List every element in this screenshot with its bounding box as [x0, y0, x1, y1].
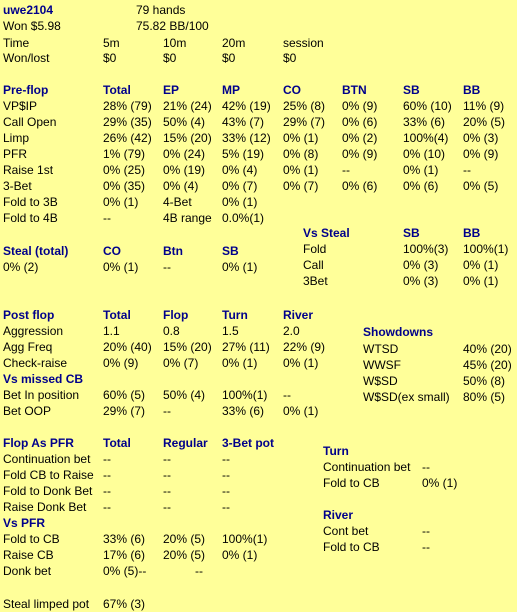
raise1st-ep: 0% (19): [163, 163, 206, 177]
steal-total: 0% (2): [3, 260, 39, 274]
col-total: Total: [103, 83, 131, 97]
col-mp: MP: [222, 83, 240, 97]
checkraise-label: Check-raise: [3, 356, 68, 370]
vpip-bb: 11% (9): [463, 99, 505, 113]
river-heading: River: [323, 508, 354, 522]
contbet-total: --: [103, 452, 111, 466]
col-bb: BB: [463, 83, 481, 97]
vssteal-call-bb: 0% (1): [463, 258, 499, 272]
raise1st-co: 0% (1): [283, 163, 319, 177]
betinpos-total: 60% (5): [103, 388, 146, 402]
aggfreq-total: 20% (40): [103, 340, 152, 354]
vpip-ep: 21% (24): [163, 99, 212, 113]
col-co: CO: [283, 83, 301, 97]
3bet-bb: 0% (5): [463, 179, 499, 193]
pf-col-turn: Turn: [222, 308, 248, 322]
callopen-mp: 43% (7): [222, 115, 265, 129]
limp-btn: 0% (2): [342, 131, 378, 145]
raisedonk-total: --: [103, 500, 111, 514]
vsmissedcb-heading: Vs missed CB: [3, 372, 84, 386]
time-label: Time: [3, 36, 30, 50]
folddonk-regular: --: [163, 484, 171, 498]
foldcbraise-3betpot: --: [222, 468, 230, 482]
3bet-label: 3-Bet: [3, 179, 32, 193]
col-btn: BTN: [342, 83, 367, 97]
aggfreq-flop: 15% (20): [163, 340, 212, 354]
vssteal-call-sb: 0% (3): [403, 258, 439, 272]
wonlost-20m: $0: [222, 51, 236, 65]
wsdex-label: W$SD(ex small): [363, 390, 450, 404]
col-sb: SB: [403, 83, 420, 97]
foldtocb-total: 33% (6): [103, 532, 146, 546]
wwsf-value: 45% (20): [463, 358, 512, 372]
col-session: session: [283, 36, 324, 50]
callopen-sb: 33% (6): [403, 115, 446, 129]
steallimped-value: 67% (3): [103, 597, 146, 611]
pfr-btn: 0% (9): [342, 147, 378, 161]
fap-col-3betpot: 3-Bet pot: [222, 436, 274, 450]
fap-col-total: Total: [103, 436, 131, 450]
turn-foldtocb-label: Fold to CB: [323, 476, 380, 490]
raise1st-mp: 0% (4): [222, 163, 258, 177]
fap-col-regular: Regular: [163, 436, 208, 450]
raisecb-label: Raise CB: [3, 548, 54, 562]
pf-col-total: Total: [103, 308, 131, 322]
vssteal-3bet-label: 3Bet: [303, 274, 328, 288]
limp-sb: 100%(4): [403, 131, 449, 145]
wwsf-label: WWSF: [363, 358, 401, 372]
wsdex-value: 80% (5): [463, 390, 506, 404]
river-contbet-label: Cont bet: [323, 524, 369, 538]
callopen-bb: 20% (5): [463, 115, 506, 129]
aggfreq-label: Agg Freq: [3, 340, 53, 354]
checkraise-total: 0% (9): [103, 356, 139, 370]
flopaspfr-heading: Flop As PFR: [3, 436, 74, 450]
donkbet-label: Donk bet: [3, 564, 52, 578]
limp-label: Limp: [3, 131, 30, 145]
limp-total: 26% (42): [103, 131, 152, 145]
wsd-label: W$SD: [363, 374, 398, 388]
postflop-heading: Post flop: [3, 308, 55, 322]
foldtocb-regular: 20% (5): [163, 532, 206, 546]
col-20m: 20m: [222, 36, 246, 50]
vssteal-fold-label: Fold: [303, 242, 327, 256]
vpip-total: 28% (79): [103, 99, 152, 113]
turn-heading: Turn: [323, 444, 349, 458]
contbet-regular: --: [163, 452, 171, 466]
folddonk-total: --: [103, 484, 111, 498]
foldtocb-3betpot: 100%(1): [222, 532, 268, 546]
turn-contbet-value: --: [422, 460, 430, 474]
vpip-mp: 42% (19): [222, 99, 271, 113]
foldto4b-total: --: [103, 211, 111, 225]
pf-col-river: River: [283, 308, 314, 322]
col-ep: EP: [163, 83, 180, 97]
aggression-total: 1.1: [103, 324, 120, 338]
col-5m: 5m: [103, 36, 120, 50]
vssteal-col-bb: BB: [463, 226, 481, 240]
aggression-turn: 1.5: [222, 324, 239, 338]
river-contbet-value: --: [422, 524, 430, 538]
contbet-label: Continuation bet: [3, 452, 91, 466]
pfr-ep: 0% (24): [163, 147, 206, 161]
4bet-label: 4-Bet: [163, 195, 192, 209]
pfr-mp: 5% (19): [222, 147, 265, 161]
raisecb-total: 17% (6): [103, 548, 146, 562]
pfr-label: PFR: [3, 147, 27, 161]
4bet-value: 0% (1): [222, 195, 258, 209]
limp-mp: 33% (12): [222, 131, 271, 145]
3bet-total: 0% (35): [103, 179, 146, 193]
aggression-flop: 0.8: [163, 324, 180, 338]
wonlost-session: $0: [283, 51, 297, 65]
callopen-ep: 50% (4): [163, 115, 206, 129]
vpip-co: 25% (8): [283, 99, 326, 113]
raisecb-regular: 20% (5): [163, 548, 206, 562]
foldto3b-label: Fold to 3B: [3, 195, 58, 209]
betinpos-river: --: [283, 388, 291, 402]
bb-per-100: 75.82 BB/100: [136, 19, 209, 33]
foldto4b-label: Fold to 4B: [3, 211, 58, 225]
betoop-turn: 33% (6): [222, 404, 265, 418]
steal-sb: 0% (1): [222, 260, 258, 274]
pfr-bb: 0% (9): [463, 147, 499, 161]
wtsd-value: 40% (20): [463, 342, 512, 356]
4brange-value: 0.0%(1): [222, 211, 265, 225]
betinpos-flop: 50% (4): [163, 388, 206, 402]
vpip-sb: 60% (10): [403, 99, 452, 113]
betoop-flop: --: [163, 404, 171, 418]
river-foldtocb-value: --: [422, 540, 430, 554]
raise1st-sb: 0% (1): [403, 163, 439, 177]
col-10m: 10m: [163, 36, 187, 50]
foldcbraise-regular: --: [163, 468, 171, 482]
raisedonk-label: Raise Donk Bet: [3, 500, 87, 514]
betoop-label: Bet OOP: [3, 404, 52, 418]
raise1st-btn: --: [342, 163, 350, 177]
aggfreq-river: 22% (9): [283, 340, 326, 354]
vssteal-3bet-sb: 0% (3): [403, 274, 439, 288]
donkbet-regular: --: [195, 564, 203, 578]
steal-btn: --: [163, 260, 171, 274]
limp-co: 0% (1): [283, 131, 319, 145]
callopen-total: 29% (35): [103, 115, 152, 129]
checkraise-flop: 0% (7): [163, 356, 199, 370]
3bet-co: 0% (7): [283, 179, 319, 193]
raisecb-3betpot: 0% (1): [222, 548, 258, 562]
vssteal-3bet-bb: 0% (1): [463, 274, 499, 288]
wtsd-label: WTSD: [363, 342, 399, 356]
raisedonk-3betpot: --: [222, 500, 230, 514]
hands-count: 79 hands: [136, 3, 186, 17]
vspfr-heading: Vs PFR: [3, 516, 46, 530]
turn-foldtocb-value: 0% (1): [422, 476, 458, 490]
vssteal-heading: Vs Steal: [303, 226, 350, 240]
steal-co: 0% (1): [103, 260, 139, 274]
3bet-sb: 0% (6): [403, 179, 439, 193]
vssteal-col-sb: SB: [403, 226, 420, 240]
contbet-3betpot: --: [222, 452, 230, 466]
vssteal-fold-sb: 100%(3): [403, 242, 449, 256]
wonlost-10m: $0: [163, 51, 177, 65]
raise1st-label: Raise 1st: [3, 163, 54, 177]
foldcbraise-total: --: [103, 468, 111, 482]
turn-contbet-label: Continuation bet: [323, 460, 411, 474]
vssteal-fold-bb: 100%(1): [463, 242, 509, 256]
pf-col-flop: Flop: [163, 308, 189, 322]
betoop-total: 29% (7): [103, 404, 146, 418]
raisedonk-regular: --: [163, 500, 171, 514]
raise1st-bb: --: [463, 163, 471, 177]
3bet-btn: 0% (6): [342, 179, 378, 193]
folddonk-label: Fold to Donk Bet: [3, 484, 93, 498]
showdowns-heading: Showdowns: [363, 325, 433, 339]
callopen-btn: 0% (6): [342, 115, 378, 129]
aggression-label: Aggression: [3, 324, 64, 338]
foldtocb-label: Fold to CB: [3, 532, 60, 546]
wonlost-5m: $0: [103, 51, 117, 65]
steal-col-sb: SB: [222, 244, 239, 258]
betinpos-label: Bet In position: [3, 388, 80, 402]
checkraise-river: 0% (1): [283, 356, 319, 370]
3bet-ep: 0% (4): [163, 179, 199, 193]
aggfreq-turn: 27% (11): [222, 340, 270, 354]
player-name: uwe2104: [3, 3, 54, 17]
donkbet-total: 0% (5)--: [103, 564, 147, 578]
checkraise-turn: 0% (1): [222, 356, 258, 370]
won-label: Won $5.98: [3, 19, 61, 33]
vpip-label: VP$IP: [3, 99, 38, 113]
folddonk-3betpot: --: [222, 484, 230, 498]
limp-ep: 15% (20): [163, 131, 212, 145]
steal-col-btn: Btn: [163, 244, 183, 258]
preflop-heading: Pre-flop: [3, 83, 49, 97]
vssteal-call-label: Call: [303, 258, 324, 272]
steallimped-label: Steal limped pot: [3, 597, 90, 611]
betoop-river: 0% (1): [283, 404, 319, 418]
foldcbraise-label: Fold CB to Raise: [3, 468, 94, 482]
wonlost-label: Won/lost: [3, 51, 50, 65]
raise1st-total: 0% (25): [103, 163, 146, 177]
steal-col-co: CO: [103, 244, 121, 258]
limp-bb: 0% (3): [463, 131, 499, 145]
callopen-co: 29% (7): [283, 115, 326, 129]
steal-heading: Steal (total): [3, 244, 69, 258]
pfr-sb: 0% (10): [403, 147, 446, 161]
4brange-label: 4B range: [163, 211, 212, 225]
betinpos-turn: 100%(1): [222, 388, 268, 402]
foldto3b-total: 0% (1): [103, 195, 139, 209]
river-foldtocb-label: Fold to CB: [323, 540, 380, 554]
wsd-value: 50% (8): [463, 374, 506, 388]
callopen-label: Call Open: [3, 115, 57, 129]
vpip-btn: 0% (9): [342, 99, 378, 113]
pfr-co: 0% (8): [283, 147, 319, 161]
3bet-mp: 0% (7): [222, 179, 258, 193]
pfr-total: 1% (79): [103, 147, 146, 161]
aggression-river: 2.0: [283, 324, 300, 338]
